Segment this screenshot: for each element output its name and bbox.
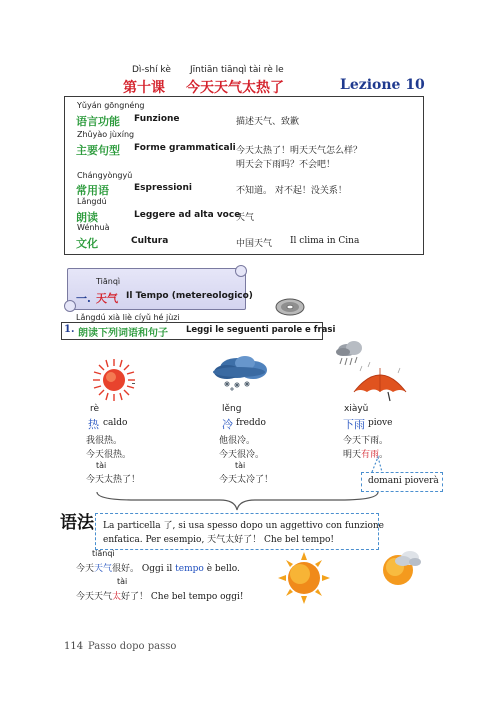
vocab-meaning: caldo bbox=[103, 418, 128, 428]
curly-brace bbox=[95, 490, 380, 512]
section-number: 一. bbox=[76, 292, 91, 305]
objective-pinyin: Lǎngdú bbox=[77, 197, 107, 206]
vocab-pinyin-tai: tài bbox=[235, 461, 246, 470]
vocab-sentence: 今天下雨。 bbox=[343, 436, 389, 446]
vocab-word: 冷 bbox=[222, 418, 233, 431]
objective-cn: 朗读 bbox=[76, 211, 98, 224]
title-pinyin: Jīntiān tiānqì tài rè le bbox=[190, 65, 284, 75]
grammar-note-line-1: La particella 了, si usa spesso dopo un aggettivo con funzione bbox=[103, 521, 384, 531]
objective-pinyin: Yǔyán gōngnéng bbox=[77, 101, 145, 110]
objective-content-it: Il clima in Cina bbox=[290, 236, 360, 246]
cd-icon bbox=[275, 298, 305, 316]
lesson-pinyin: Dì-shí kè bbox=[132, 65, 171, 75]
objective-content: 描述天气、致歉 bbox=[236, 117, 300, 127]
objective-it: Cultura bbox=[131, 236, 169, 246]
vocab-meaning: freddo bbox=[236, 418, 266, 428]
bright-sun-icon bbox=[278, 552, 330, 604]
objective-content: 中国天气 bbox=[236, 239, 273, 249]
objective-it: Espressioni bbox=[134, 183, 192, 193]
exercise-pinyin: Lǎngdú xià liè cíyǔ hé jùzi bbox=[76, 313, 180, 322]
vocab-meaning: piove bbox=[368, 418, 393, 428]
objective-it: Forme grammaticali bbox=[134, 143, 236, 153]
vocab-sentence: 我很热。 bbox=[86, 436, 123, 446]
section-pinyin: Tiānqì bbox=[96, 277, 121, 286]
objective-cn: 文化 bbox=[76, 237, 98, 250]
section-title-cn: 天气 bbox=[96, 292, 118, 305]
vocab-pinyin: xiàyǔ bbox=[344, 404, 369, 414]
snow-cloud-icon bbox=[209, 352, 273, 392]
grammar-label: 语法 bbox=[60, 513, 94, 533]
objective-content: 今天太热了！明天天气怎么样？ bbox=[236, 146, 363, 156]
page-number: 114 bbox=[64, 641, 84, 652]
exercise-number: 1. bbox=[64, 324, 75, 335]
exercise-title-it: Leggi le seguenti parole e frasi bbox=[186, 325, 336, 335]
example-pinyin-1: tiānqì bbox=[92, 549, 115, 558]
section-title-it: Il Tempo (metereologico) bbox=[126, 291, 253, 301]
objective-it: Leggere ad alta voce bbox=[134, 210, 241, 220]
vocab-sentence: 今天很冷。 bbox=[219, 450, 265, 460]
objective-cn: 语言功能 bbox=[76, 115, 120, 128]
example-sentence-1: 今天天气很好。 Oggi il tempo è bello. bbox=[76, 564, 240, 574]
vocab-sentence: 今天太冷了！ bbox=[219, 475, 274, 485]
exercise-title-cn: 朗读下列词语和句子 bbox=[78, 328, 168, 339]
vocab-sentence: 他很冷。 bbox=[219, 436, 256, 446]
book-title: Passo dopo passo bbox=[88, 641, 177, 652]
objective-pinyin: Chángyòngyǔ bbox=[77, 171, 133, 180]
vocab-word: 热 bbox=[88, 418, 99, 431]
objective-it: Funzione bbox=[134, 114, 180, 124]
vocab-pinyin-tai: tài bbox=[96, 461, 107, 470]
lesson-number-cn: 第十课 bbox=[123, 80, 165, 96]
lesson-number-it: Lezione 10 bbox=[340, 77, 425, 93]
vocab-sentence: 今天很热。 bbox=[86, 450, 132, 460]
callout-text: domani pioverà bbox=[368, 476, 439, 486]
umbrella-icon bbox=[350, 362, 410, 402]
section-banner bbox=[67, 268, 244, 308]
callout-pointer bbox=[370, 455, 384, 473]
objective-pinyin: Wénhuà bbox=[77, 223, 110, 232]
objective-content: 不知道。 对不起！没关系！ bbox=[236, 186, 347, 196]
objective-cn: 常用语 bbox=[76, 184, 109, 197]
objective-content: 天气 bbox=[236, 213, 255, 223]
vocab-sentence: 明天有雨。 bbox=[343, 450, 389, 460]
grammar-note-line-2: enfatica. Per esempio, 天气太好了！ Che bel tempo! bbox=[103, 535, 334, 545]
vocab-sentence: 今天太热了！ bbox=[86, 475, 141, 485]
sun-icon bbox=[92, 358, 136, 402]
example-sentence-2: 今天天气太好了！ Che bel tempo oggi! bbox=[76, 592, 244, 602]
lesson-title-cn: 今天天气太热了 bbox=[186, 80, 284, 96]
objective-content-2: 明天会下雨吗？不会吧！ bbox=[236, 160, 336, 170]
vocab-word: 下雨 bbox=[343, 418, 365, 431]
objective-pinyin: Zhǔyào jùxíng bbox=[77, 130, 135, 139]
dash-mark bbox=[132, 383, 135, 384]
vocab-pinyin: rè bbox=[90, 404, 100, 414]
sun-cloud-icon bbox=[378, 548, 422, 588]
example-pinyin-2: tài bbox=[117, 577, 128, 586]
objective-cn: 主要句型 bbox=[76, 144, 120, 157]
vocab-pinyin: lěng bbox=[222, 404, 242, 414]
